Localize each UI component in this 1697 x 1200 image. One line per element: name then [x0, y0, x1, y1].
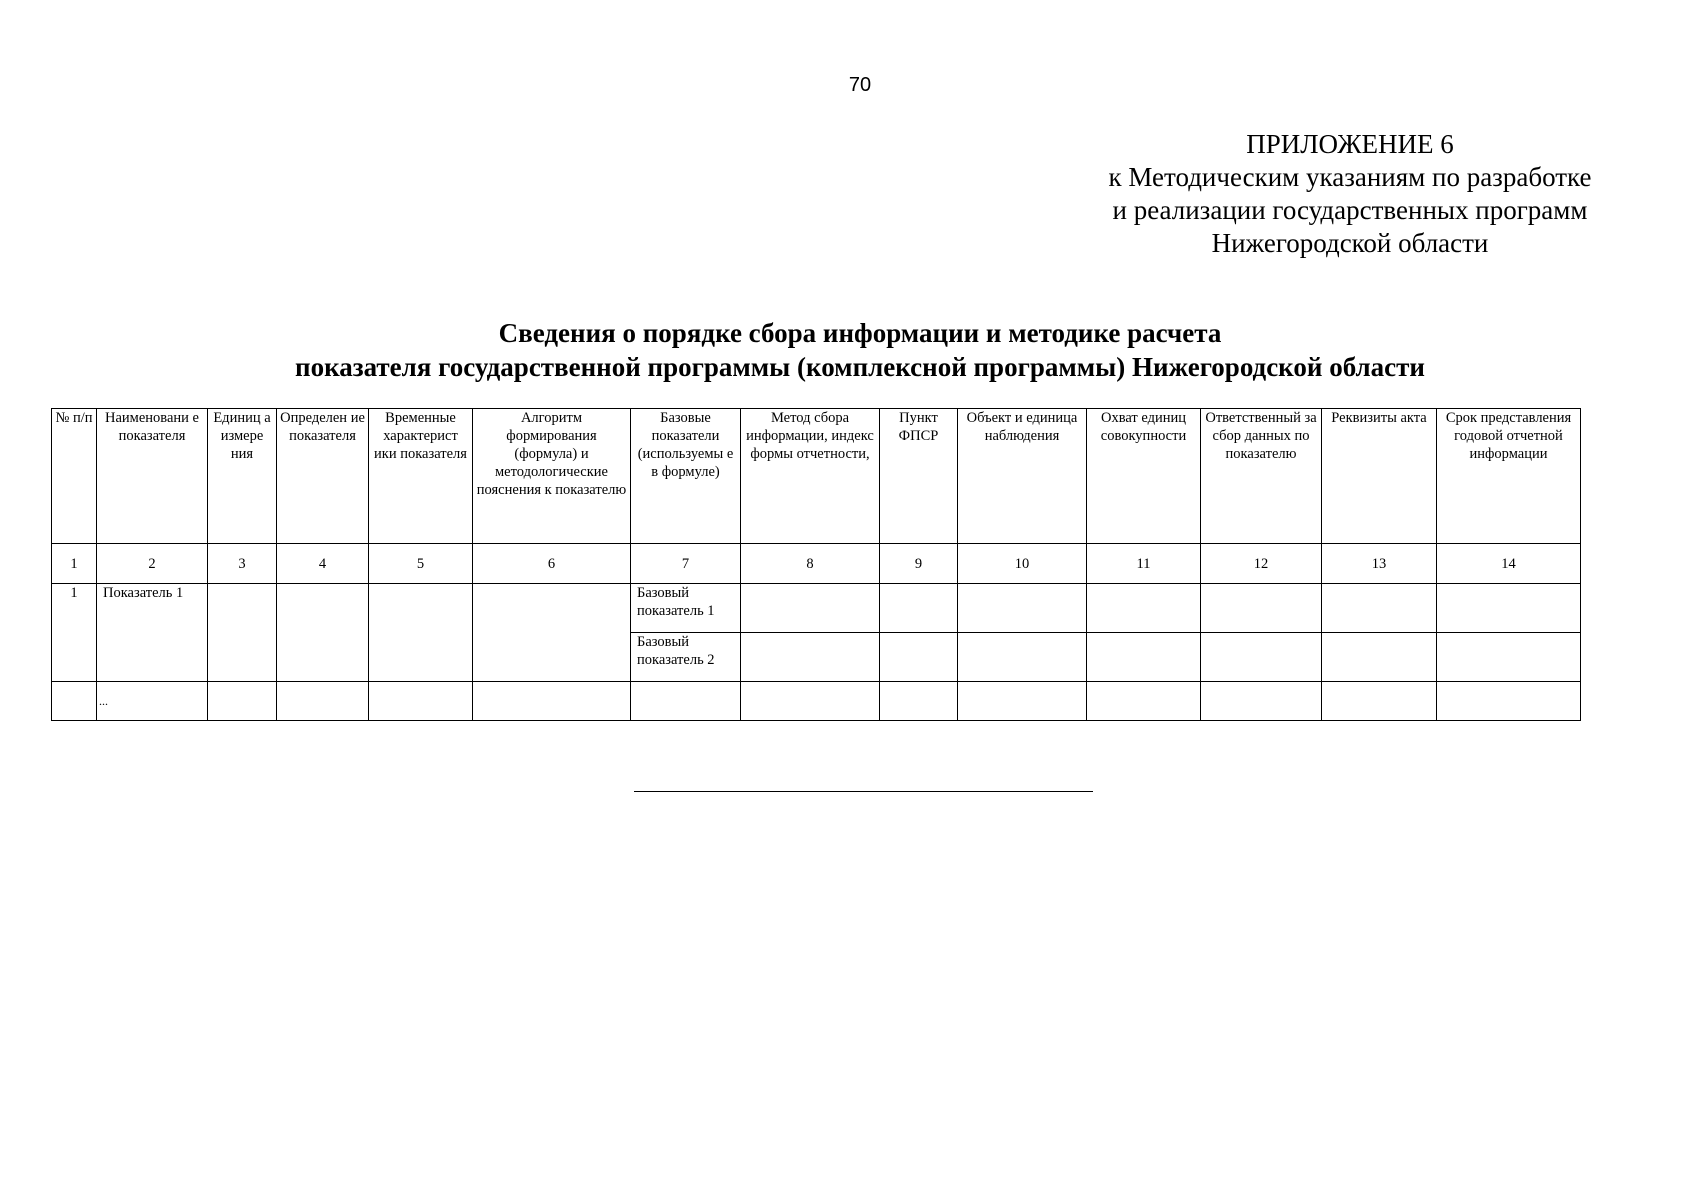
empty-cell	[1322, 682, 1437, 721]
column-number-cell: 3	[208, 544, 277, 584]
column-number-cell: 1	[52, 544, 97, 584]
column-number-cell: 10	[958, 544, 1087, 584]
appendix-block	[1080, 128, 1620, 260]
header-cell: Базовые показатели (используемы е в формуле)	[631, 409, 741, 544]
empty-cell	[52, 682, 97, 721]
empty-cell	[741, 584, 880, 633]
empty-cell	[958, 584, 1087, 633]
header-cell: Единиц а измере ния	[208, 409, 277, 544]
empty-cell	[208, 584, 277, 682]
empty-cell	[1201, 682, 1322, 721]
header-cell: Охват единиц совокупности	[1087, 409, 1201, 544]
empty-cell	[1437, 682, 1581, 721]
header-cell: Ответственный за сбор данных по показателю	[1201, 409, 1322, 544]
header-cell: Определен ие показателя	[277, 409, 369, 544]
empty-cell	[1087, 584, 1201, 633]
empty-cell	[880, 682, 958, 721]
column-number-cell: 12	[1201, 544, 1322, 584]
header-cell: Метод сбора информации, индекс формы отчетности,	[741, 409, 880, 544]
column-number-cell: 11	[1087, 544, 1201, 584]
empty-cell	[277, 682, 369, 721]
header-cell: Временные характерист ики показателя	[369, 409, 473, 544]
column-number-cell: 7	[631, 544, 741, 584]
row-number-cell: 1	[52, 584, 97, 682]
base-indicator-cell: Базовый показатель 1	[631, 584, 741, 633]
header-cell: Пункт ФПСР	[880, 409, 958, 544]
empty-cell	[1322, 633, 1437, 682]
empty-cell	[631, 682, 741, 721]
empty-cell	[1087, 682, 1201, 721]
indicator-name-cell: Показатель 1	[97, 584, 208, 682]
empty-cell	[369, 682, 473, 721]
empty-cell	[741, 633, 880, 682]
ellipsis-cell: ...	[97, 682, 208, 721]
empty-cell	[741, 682, 880, 721]
table-row	[52, 584, 1581, 633]
empty-cell	[1087, 633, 1201, 682]
empty-cell	[277, 584, 369, 682]
document-title	[0, 316, 1697, 384]
empty-cell	[880, 633, 958, 682]
header-cell: Реквизиты акта	[1322, 409, 1437, 544]
page-number: 70	[848, 74, 872, 96]
empty-cell	[473, 682, 631, 721]
column-number-row	[52, 544, 1581, 584]
base-indicator-cell: Базовый показатель 2	[631, 633, 741, 682]
column-number-cell: 5	[369, 544, 473, 584]
empty-cell	[473, 584, 631, 682]
empty-cell	[1322, 584, 1437, 633]
column-number-cell: 13	[1322, 544, 1437, 584]
empty-cell	[1201, 633, 1322, 682]
column-number-cell: 14	[1437, 544, 1581, 584]
header-cell: № п/п	[52, 409, 97, 544]
empty-cell	[1437, 584, 1581, 633]
appendix-line-4: Нижегородской области	[1211, 228, 1489, 258]
column-number-cell: 4	[277, 544, 369, 584]
header-cell: Объект и единица наблюдения	[958, 409, 1087, 544]
empty-cell	[208, 682, 277, 721]
column-number-cell: 8	[741, 544, 880, 584]
title-line-2: показателя государственной программы (комплексной программы) Нижегородской области	[295, 352, 1425, 382]
table-row	[52, 682, 1581, 721]
appendix-line-1: ПРИЛОЖЕНИЕ 6	[1246, 129, 1454, 159]
header-cell: Алгоритм формирования (формула) и методологические пояснения к показателю	[473, 409, 631, 544]
empty-cell	[958, 682, 1087, 721]
empty-cell	[880, 584, 958, 633]
appendix-line-3: и реализации государственных программ	[1112, 195, 1588, 225]
title-line-1: Сведения о порядке сбора информации и методике расчета	[498, 318, 1222, 348]
empty-cell	[1437, 633, 1581, 682]
empty-cell	[1201, 584, 1322, 633]
header-cell: Срок представления годовой отчетной информации	[1437, 409, 1581, 544]
empty-cell	[958, 633, 1087, 682]
appendix-line-2: к Методическим указаниям по разработке	[1108, 162, 1592, 192]
column-number-cell: 2	[97, 544, 208, 584]
end-rule	[634, 791, 1093, 792]
column-number-cell: 9	[880, 544, 958, 584]
indicator-table	[51, 408, 1581, 721]
header-row	[52, 409, 1581, 544]
column-number-cell: 6	[473, 544, 631, 584]
empty-cell	[369, 584, 473, 682]
header-cell: Наименовани е показателя	[97, 409, 208, 544]
